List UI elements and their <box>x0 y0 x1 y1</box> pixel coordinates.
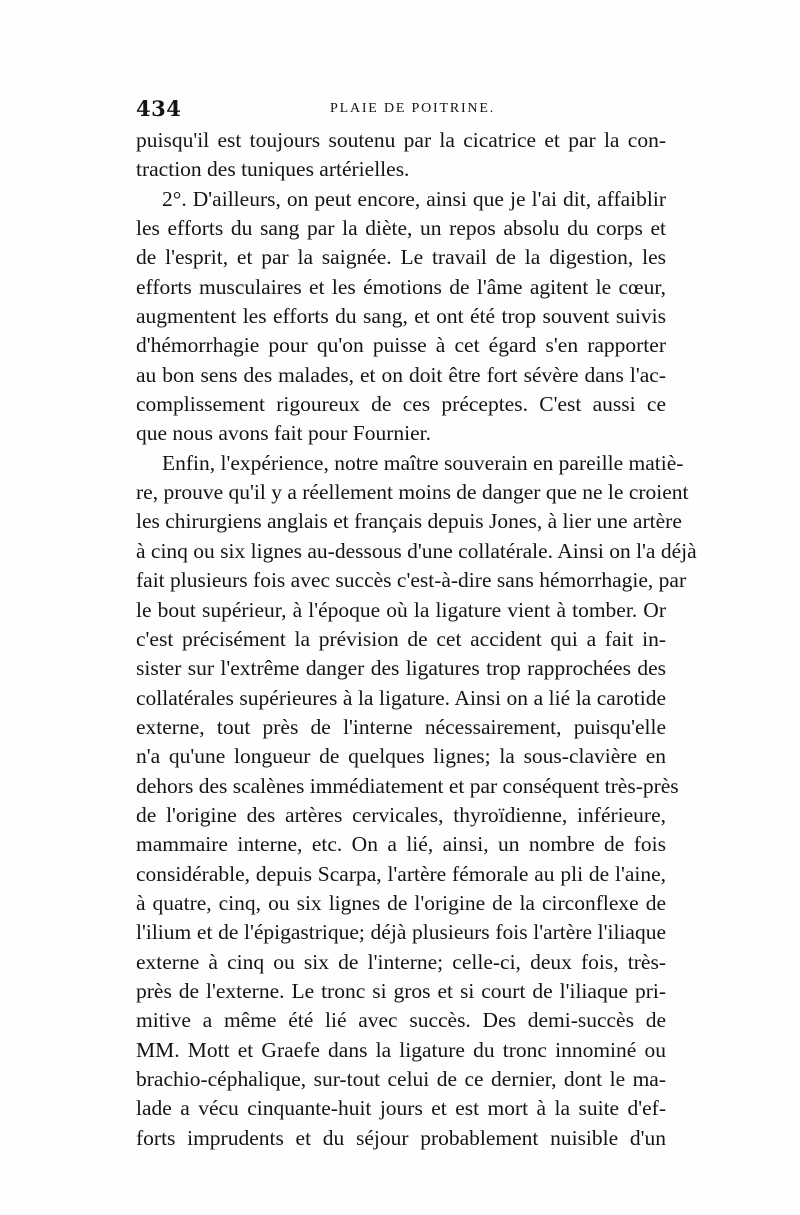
text-line: augmentent les efforts du sang, et ont été trop souvent suivis <box>136 304 666 329</box>
text-line: à quatre, cinq, ou six lignes de l'origine de la circonflexe de <box>136 890 666 915</box>
text-line: re, prouve qu'il y a réellement moins de danger que ne le croient <box>136 480 689 505</box>
text-line: de l'origine des artères cervicales, thyroïdienne, inférieure, <box>136 802 666 827</box>
text-line: que nous avons fait pour Fournier. <box>136 421 431 446</box>
text-line: externe à cinq ou six de l'interne; celle-ci, deux fois, très- <box>136 949 666 974</box>
page-header <box>128 96 668 126</box>
text-line: MM. Mott et Graefe dans la ligature du tronc innominé ou <box>136 1037 666 1062</box>
text-line: au bon sens des malades, et on doit être fort sévère dans l'ac- <box>136 362 666 387</box>
text-line: près de l'externe. Le tronc si gros et si court de l'iliaque pri- <box>136 978 666 1003</box>
text-line: de l'esprit, et par la saignée. Le travail de la digestion, les <box>136 245 666 270</box>
text-line: dehors des scalènes immédiatement et par conséquent très-près <box>136 773 679 798</box>
text-line: complissement rigoureux de ces préceptes. C'est aussi ce <box>136 392 666 417</box>
text-line: les efforts du sang par la diète, un repos absolu du corps et <box>136 216 666 241</box>
text-line: collatérales supérieures à la ligature. Ainsi on a lié la carotide <box>136 685 666 710</box>
text-line: d'hémorrhagie pour qu'on puisse à cet égard s'en rapporter <box>136 333 666 358</box>
text-line: puisqu'il est toujours soutenu par la cicatrice et par la con- <box>136 128 666 152</box>
text-line: Enfin, l'expérience, notre maître souverain en pareille matiè- <box>162 450 684 475</box>
text-line: mitive a même été lié avec succès. Des demi-succès de <box>136 1008 666 1033</box>
text-line: les chirurgiens anglais et français depuis Jones, à lier une artère <box>136 509 682 534</box>
text-line: efforts musculaires et les émotions de l'âme agitent le cœur, <box>136 274 666 299</box>
text-line: mammaire interne, etc. On a lié, ainsi, un nombre de fois <box>136 832 666 857</box>
text-line: considérable, depuis Scarpa, l'artère fémorale au pli de l'aine, <box>136 861 666 886</box>
text-line: l'ilium et de l'épigastrique; déjà plusieurs fois l'artère l'iliaque <box>136 920 666 945</box>
text-line: 2°. D'ailleurs, on peut encore, ainsi que je l'ai dit, affaiblir <box>162 186 666 211</box>
text-line: externe, tout près de l'interne nécessairement, puisqu'elle <box>136 714 666 739</box>
text-line: lade a vécu cinquante-huit jours et est mort à la suite d'ef- <box>136 1096 666 1121</box>
text-line: le bout supérieur, à l'époque où la ligature vient à tomber. Or <box>136 597 666 622</box>
text-line: brachio-céphalique, sur-tout celui de ce dernier, dont le ma- <box>136 1067 666 1091</box>
text-line: à cinq ou six lignes au-dessous d'une collatérale. Ainsi on l'a déjà <box>136 538 697 563</box>
text-line: forts imprudents et du séjour probablement nuisible d'un <box>136 1125 666 1150</box>
body-text <box>136 126 697 1153</box>
text-line: n'a qu'une longueur de quelques lignes; la sous-clavière en <box>136 744 666 769</box>
text-line: traction des tuniques artérielles. <box>136 157 410 182</box>
text-line: sister sur l'extrême danger des ligatures trop rapprochées des <box>136 656 666 681</box>
text-line: fait plusieurs fois avec succès c'est-à-dire sans hémorrhagie, par <box>136 568 687 593</box>
running-title: PLAIE DE POITRINE. <box>330 101 495 116</box>
text-line: c'est précisément la prévision de cet accident qui a fait in- <box>136 626 666 651</box>
page-number: 434 <box>136 96 182 121</box>
